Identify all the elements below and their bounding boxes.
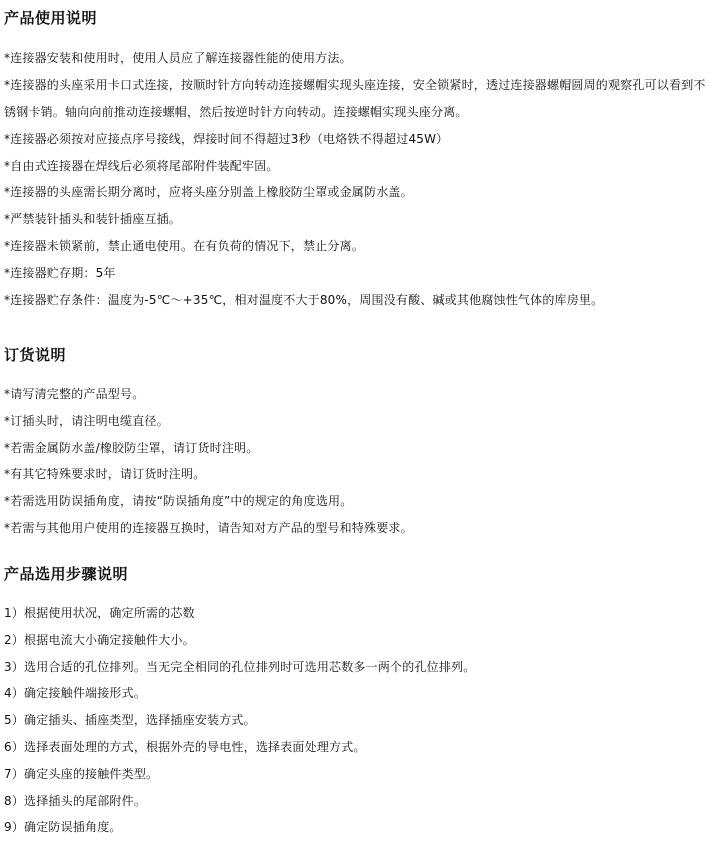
usage-list (4, 45, 712, 313)
step-item: 3）选用合适的孔位排列。当无完全相同的孔位排列时可选用芯数多一两个的孔位排列。 (4, 659, 476, 674)
order-item: *若需与其他用户使用的连接器互换时，请告知对方产品的型号和特殊要求。 (4, 520, 413, 535)
usage-item: *连接器贮存条件：温度为-5℃～+35℃，相对温度不大于80%，周围没有酸、碱或其他腐蚀性气体的库房里。 (4, 292, 604, 307)
usage-item: *连接器贮存期：5年 (4, 265, 116, 280)
usage-item: *严禁装针插头和装针插座互插。 (4, 212, 182, 227)
usage-item: *自由式连接器在焊线后必须将尾部附件装配牢固。 (4, 158, 279, 173)
order-list (4, 381, 712, 542)
order-item: *有其它特殊要求时，请订货时注明。 (4, 467, 206, 482)
order-section (4, 345, 712, 542)
usage-section (4, 8, 712, 313)
order-item: *若需选用防误插角度，请按“防误插角度”中的规定的角度选用。 (4, 494, 353, 509)
step-item: 7）确定头座的接触件类型。 (4, 766, 159, 781)
usage-item: *连接器必须按对应接点序号接线，焊接时间不得超过3秒（电烙铁不得超过45W） (4, 131, 449, 146)
step-item: 5）确定插头、插座类型，选择插座安装方式。 (4, 713, 256, 728)
step-item: 1）根据使用状况，确定所需的芯数 (4, 606, 195, 620)
usage-item: *连接器未锁紧前，禁止通电使用。在有负荷的情况下，禁止分离。 (4, 238, 365, 253)
step-item: 9）确定防误插角度。 (4, 820, 122, 835)
order-item: *订插头时，请注明电缆直径。 (4, 413, 169, 428)
usage-title: 产品使用说明 (4, 9, 98, 27)
steps-title: 产品选用步骤说明 (4, 565, 129, 583)
steps-section (4, 564, 712, 841)
step-item: 4）确定接触件端接形式。 (4, 686, 147, 701)
order-item: *若需金属防水盖/橡胶防尘罩，请订货时注明。 (4, 440, 259, 455)
steps-list (4, 600, 712, 841)
usage-item: *连接器的头座采用卡口式连接，按顺时针方向转动连接螺帽实现头座连接，安全锁紧时，透过连接器螺帽圆周的观察孔可以看到不锈钢卡销。轴向向前推动连接螺帽，然后按逆时针方向转动。连接螺帽实现头座分离。 (4, 77, 706, 119)
order-title: 订货说明 (4, 346, 67, 364)
step-item: 2）根据电流大小确定接触件大小。 (4, 632, 195, 647)
step-item: 6）选择表面处理的方式，根据外壳的导电性，选择表面处理方式。 (4, 739, 366, 754)
step-item: 8）选择插头的尾部附件。 (4, 793, 147, 808)
order-item: *请写清完整的产品型号。 (4, 387, 145, 401)
usage-item: *连接器安装和使用时，使用人员应了解连接器性能的使用方法。 (4, 51, 352, 65)
usage-item: *连接器的头座需长期分离时，应将头座分别盖上橡胶防尘罩或金属防水盖。 (4, 185, 413, 200)
